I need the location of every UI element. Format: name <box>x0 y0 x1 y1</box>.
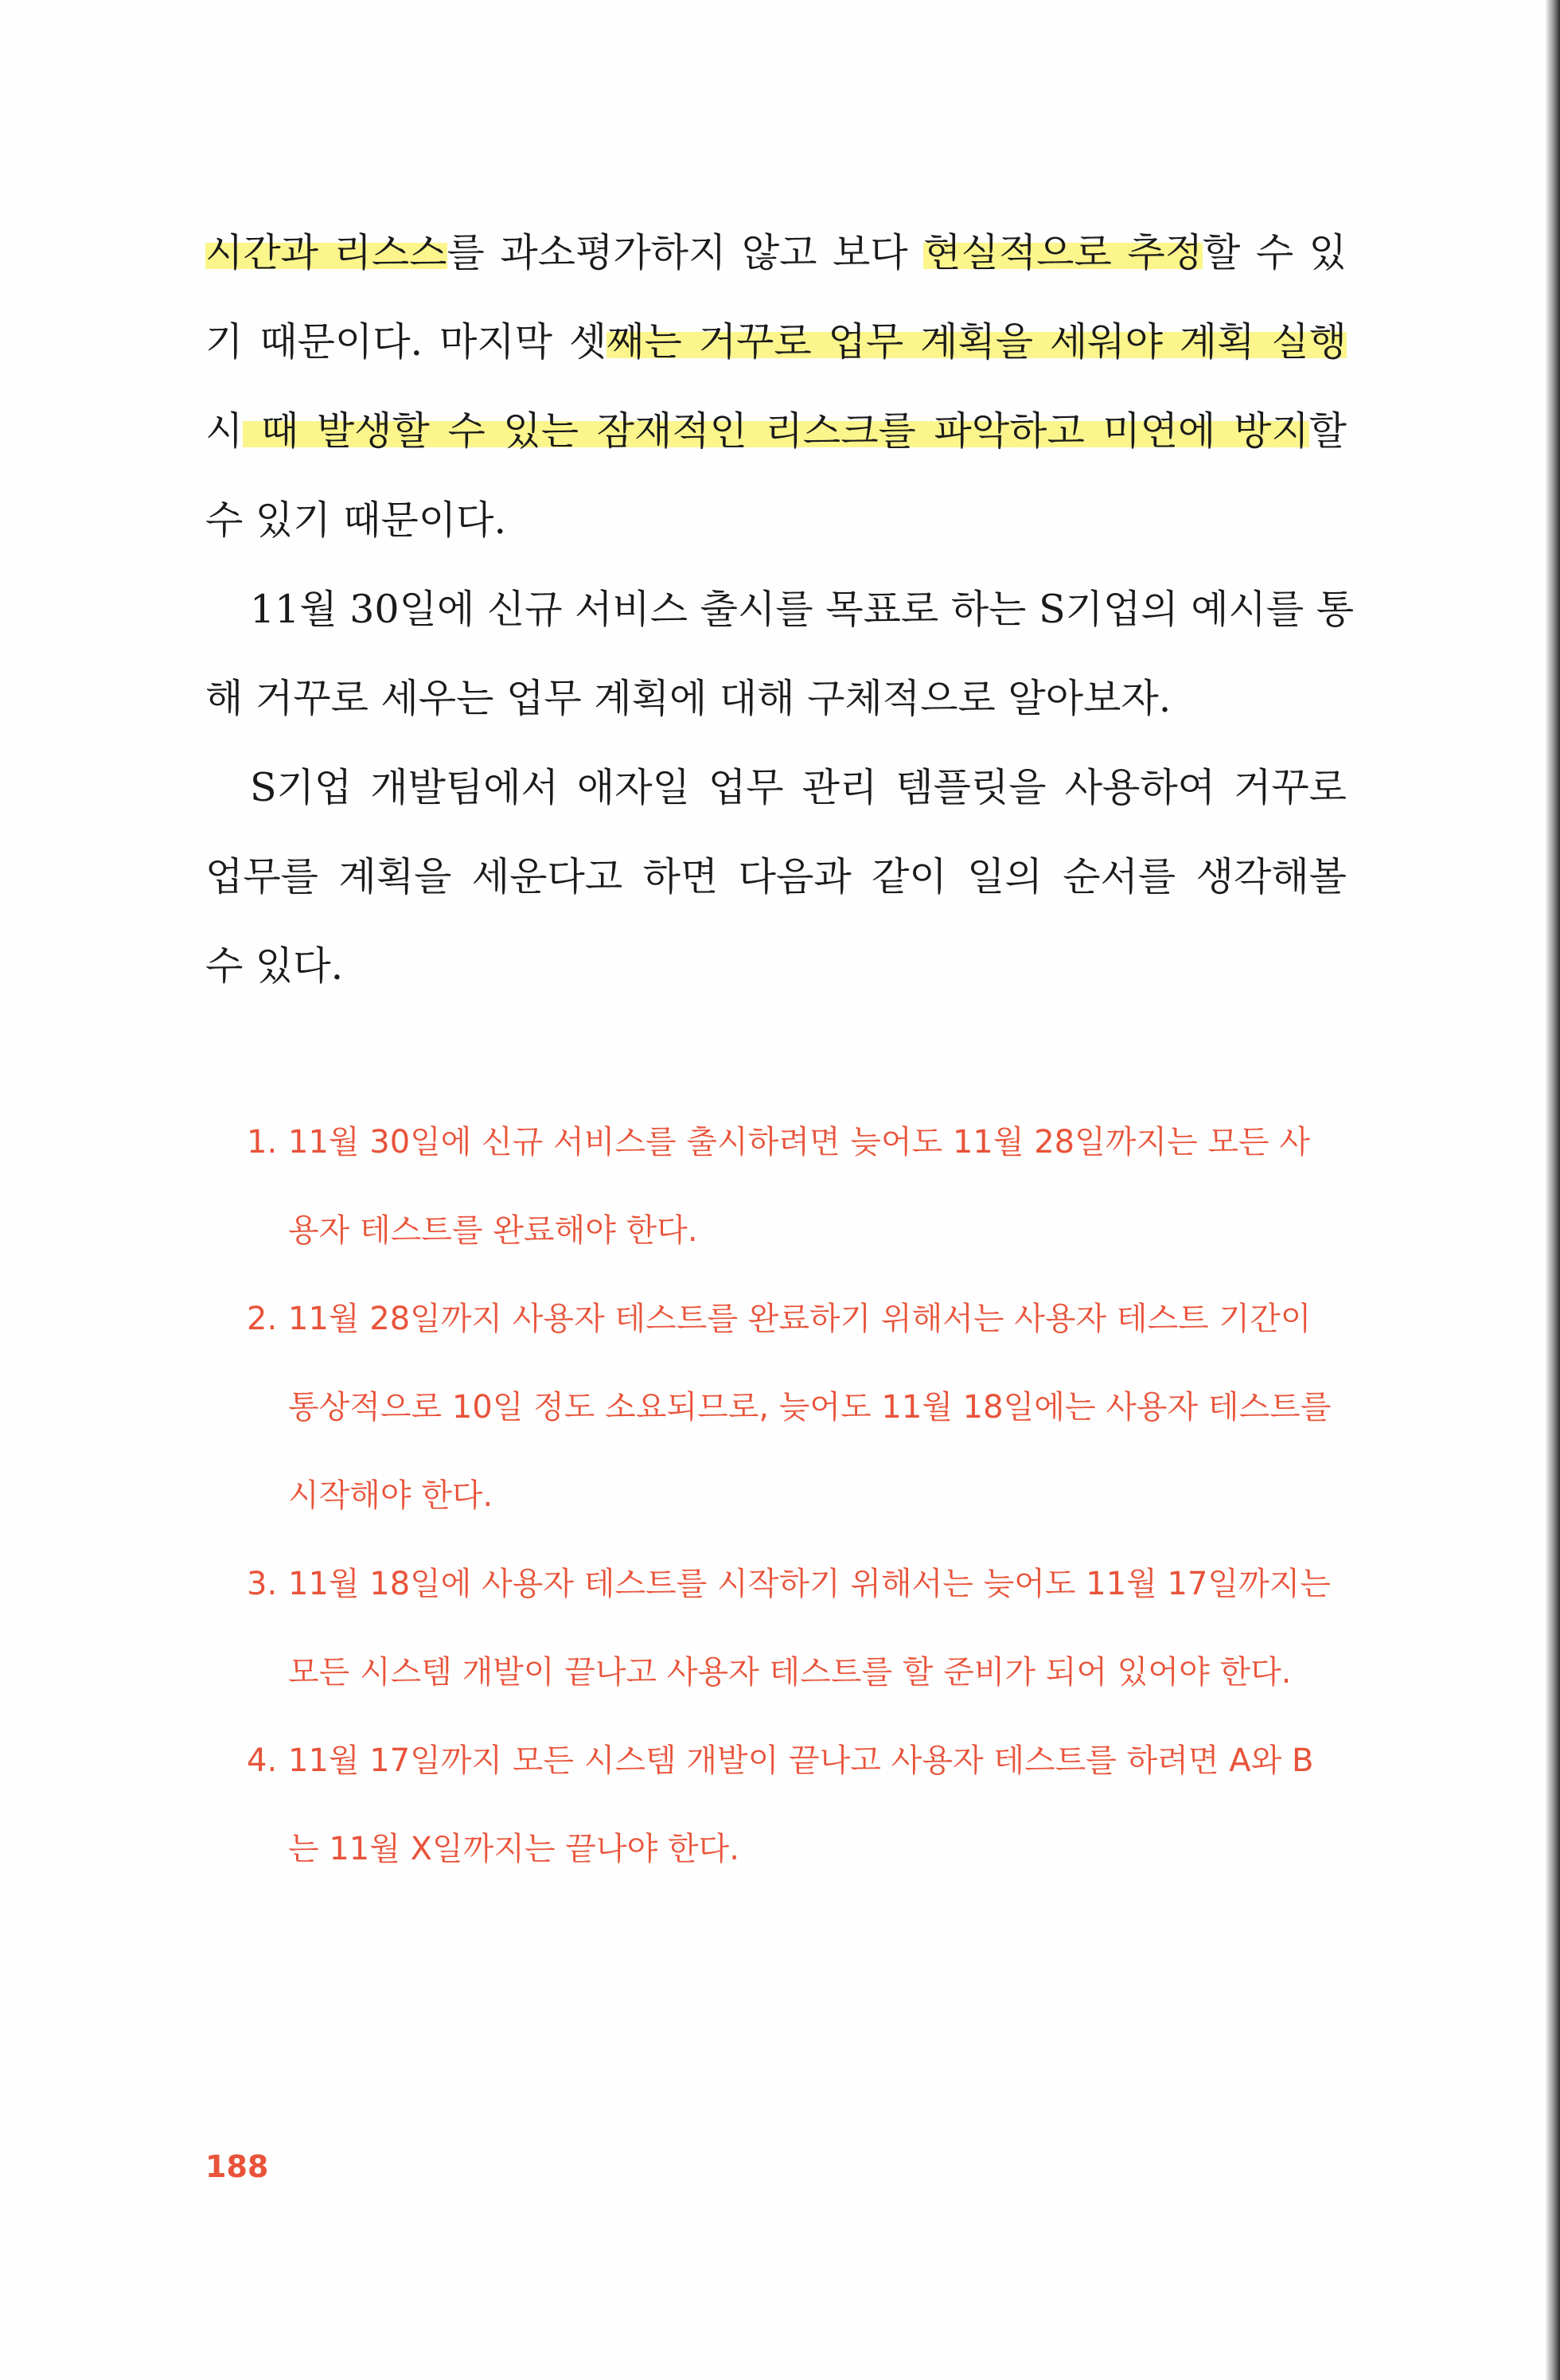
text-run: 할 <box>1308 408 1347 454</box>
list-text: 11월 28일까지 사용자 테스트를 완료하기 위해서는 사용자 테스트 기간이 <box>288 1301 1312 1337</box>
body-line-6: 해 거꾸로 세우는 업무 계획에 대해 구체적으로 알아보자. <box>205 676 1172 721</box>
text-run: 기 때문이다. 마지막 셋 <box>205 319 607 365</box>
text-run: 시 <box>205 408 244 454</box>
list-text: 11월 17일까지 모든 시스템 개발이 끝나고 사용자 테스트를 하려면 A와 B <box>288 1742 1314 1779</box>
body-line-9: 수 있다. <box>205 943 344 989</box>
list-item-line <box>247 1717 1345 1805</box>
list-item <box>247 1098 1345 1275</box>
list-number: 4. <box>247 1742 278 1779</box>
list-item-line: 모든 시스템 개발이 끝나고 사용자 테스트를 할 준비가 되어 있어야 한다. <box>288 1654 1292 1691</box>
list-item-line: 는 11월 X일까지는 끝나야 한다. <box>288 1831 739 1867</box>
body-text <box>205 209 1355 1011</box>
list-item <box>247 1540 1345 1717</box>
list-text: 11월 18일에 사용자 테스트를 시작하기 위해서는 늦어도 11월 17일까지는 <box>288 1566 1331 1602</box>
list-number: 2. <box>247 1301 278 1337</box>
list-item <box>247 1717 1345 1894</box>
numbered-list <box>247 1098 1345 1894</box>
body-line-1 <box>205 209 1347 298</box>
body-line-7: S기업 개발팀에서 애자일 업무 관리 템플릿을 사용하여 거꾸로 <box>250 765 1347 810</box>
list-item-line <box>247 1540 1345 1629</box>
list-text: 11월 30일에 신규 서비스를 출시하려면 늦어도 11월 28일까지는 모든 사 <box>288 1124 1311 1161</box>
list-item-line: 용자 테스트를 완료해야 한다. <box>288 1212 698 1249</box>
text-run: 할 수 있 <box>1203 230 1347 275</box>
list-item-line: 통상적으로 10일 정도 소요되므로, 늦어도 11월 18일에는 사용자 테스트를 <box>288 1389 1332 1426</box>
list-item-line: 시작해야 한다. <box>288 1477 493 1514</box>
highlighted-text: 시간과 리스스 <box>205 230 447 275</box>
highlighted-text: 때 발생할 수 있는 잠재적인 리스크를 파악하고 미연에 방지 <box>243 408 1309 454</box>
text-run: 를 과소평가하지 않고 보다 <box>447 230 924 275</box>
page-number: 188 <box>205 2149 269 2184</box>
book-spine-edge <box>1546 0 1560 2380</box>
body-line-2 <box>205 298 1347 387</box>
body-line-5: 11월 30일에 신규 서비스 출시를 목표로 하는 S기업의 예시를 통 <box>250 587 1355 632</box>
body-line-4: 수 있기 때문이다. <box>205 497 507 543</box>
body-line-8: 업무를 계획을 세운다고 하면 다음과 같이 일의 순서를 생각해볼 <box>205 854 1347 899</box>
body-line-3 <box>205 387 1347 476</box>
list-item-line <box>247 1275 1345 1364</box>
list-number: 3. <box>247 1566 278 1602</box>
list-item <box>247 1275 1345 1540</box>
highlighted-text: 현실적으로 추정 <box>923 230 1203 275</box>
list-item-line <box>247 1098 1345 1187</box>
highlighted-text: 째는 거꾸로 업무 계획을 세워야 계획 실행 <box>606 319 1347 365</box>
list-number: 1. <box>247 1124 278 1161</box>
